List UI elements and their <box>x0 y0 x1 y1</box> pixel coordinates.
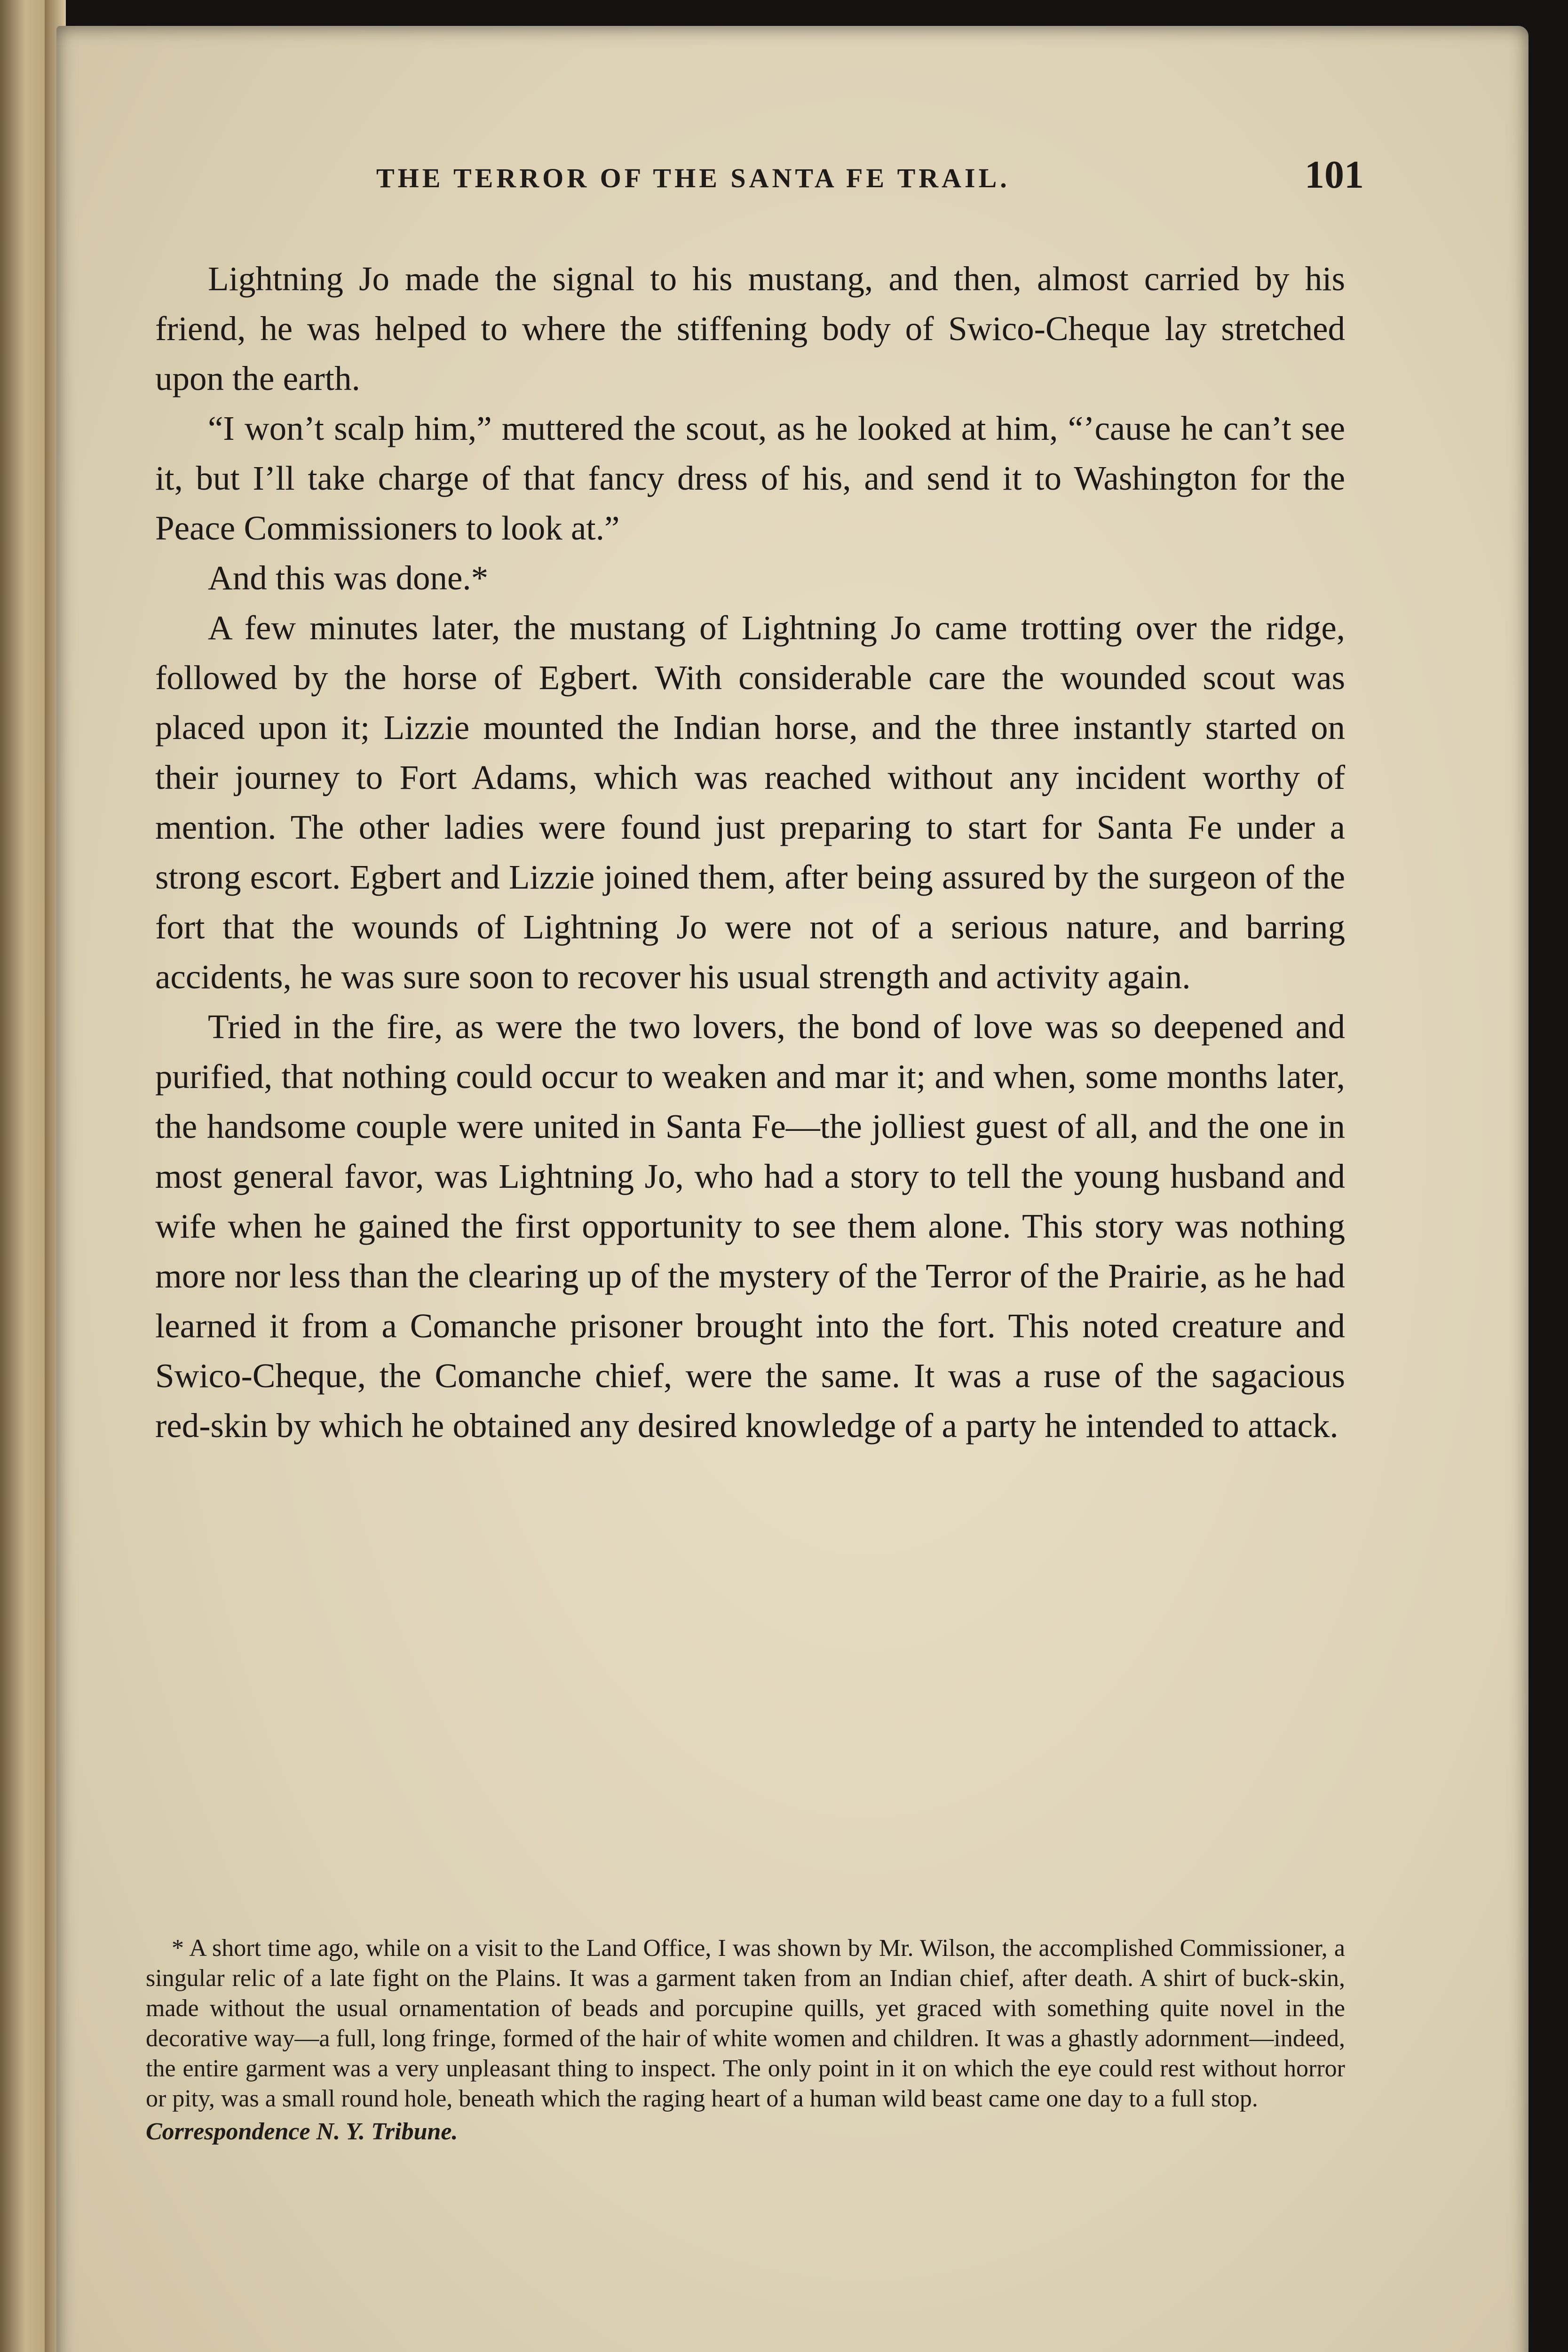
page-number: 101 <box>1305 153 1364 197</box>
paragraph: And this was done.* <box>208 559 489 597</box>
footnote-text: * A short time ago, while on a visit to the Land Office, I was shown by Mr. Wilson, the accomplished Commissioner, a singular relic of a late fight on the Plains. It was a garment taken from an Indian chief, after death. A shirt of buck-skin, made without the usual ornamentation of beads and porcupine quills, yet graced with something quite novel in the decorative way—a full, long fringe, formed of the hair of white women and children. It was a ghastly adornment—indeed, the entire garment was a very unpleasant thing to inspect. The only point in it on which the eye could rest without horror or pity, was a small round hole, beneath which the raging heart of a human wild beast came one day to a full stop. <box>146 1935 1345 2112</box>
paragraph: Tried in the fire, as were the two lovers, the bond of love was so deepened and purified, that nothing could occur to weaken and mar it; and when, some months later, the handsome couple were united in Santa Fe—the jolliest guest of all, and the one in most general favor, was Lightning Jo, who had a story to tell the young husband and wife when he gained the first opportunity to see them alone. This story was nothing more nor less than the clearing up of the mystery of the Terror of the Prairie, as he had learned it from a Comanche prisoner brought into the fort. This noted creature and Swico-Cheque, the Comanche chief, were the same. It was a ruse of the sagacious red-skin by which he obtained any desired knowledge of a party he intended to attack. <box>155 1008 1345 1445</box>
page-header <box>320 143 1364 195</box>
footnote-source: Correspondence N. Y. Tribune. <box>146 2118 458 2145</box>
paragraph: “I won’t scalp him,” muttered the scout, as he looked at him, “’cause he can’t see it, but I’ll take charge of that fancy dress of his, and send it to Washington for the Peace Commissioners to look at.” <box>155 409 1345 547</box>
footnote <box>146 1933 1345 2147</box>
paragraph: A few minutes later, the mustang of Lightning Jo came trotting over the ridge, followed by the horse of Egbert. With considerable care the wounded scout was placed upon it; Lizzie mounted the Indian horse, and the three instantly started on their journey to Fort Adams, which was reached without any incident worthy of mention. The other ladies were found just preparing to start for Santa Fe under a strong escort. Egbert and Lizzie joined them, after being assured by the surgeon of the fort that the wounds of Lightning Jo were not of a serious nature, and barring accidents, he was sure soon to recover his usual strength and activity again. <box>155 609 1345 996</box>
paragraph: Lightning Jo made the signal to his mustang, and then, almost carried by his friend, he was helped to where the stiffening body of Swico-Cheque lay stretched upon the earth. <box>155 260 1345 397</box>
body-text <box>155 254 1345 1451</box>
running-title: THE TERROR OF THE SANTA FE TRAIL. <box>376 163 1010 193</box>
